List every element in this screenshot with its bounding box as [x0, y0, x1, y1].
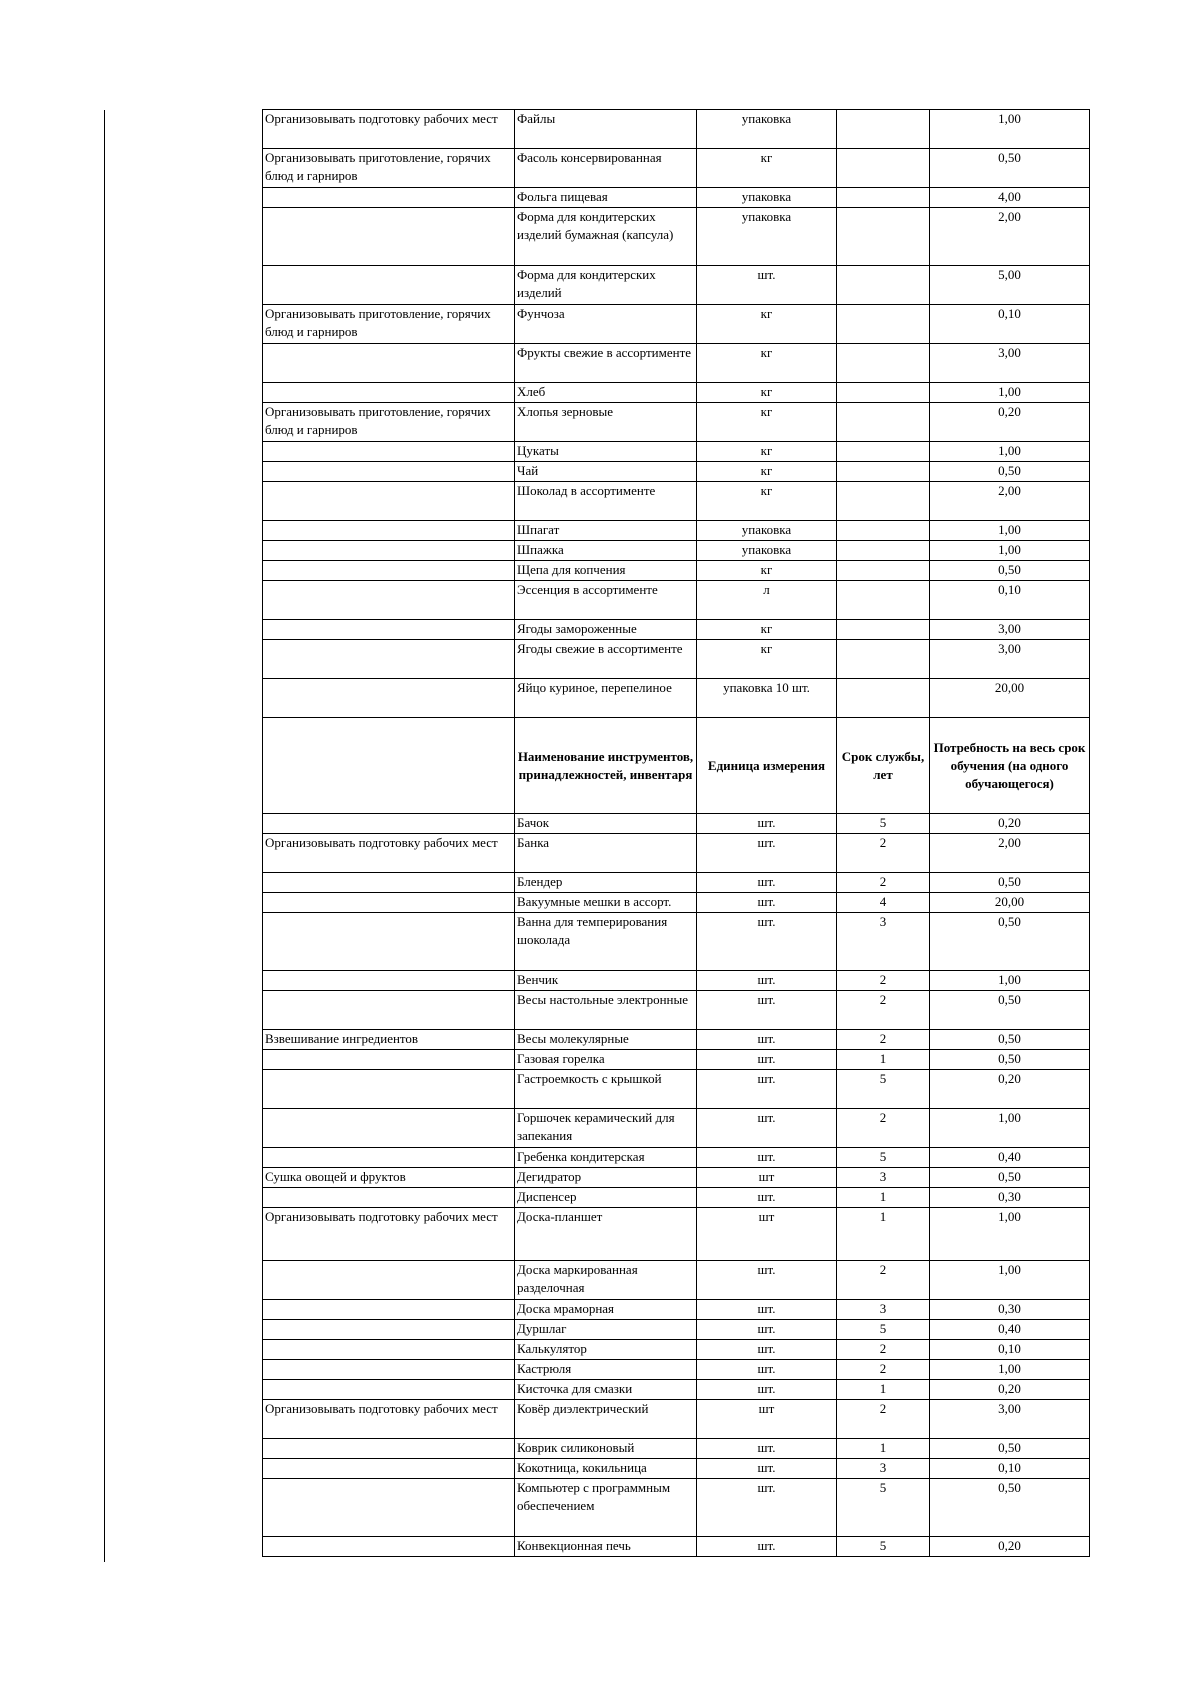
cell-c5: 2,00 — [930, 482, 1090, 521]
cell-c1 — [263, 1340, 515, 1360]
cell-c1 — [263, 873, 515, 893]
header-cell-c: Единица измерения — [697, 718, 837, 814]
cell-c3: шт. — [697, 1050, 837, 1070]
cell-c5: 2,00 — [930, 834, 1090, 873]
cell-c4: 5 — [837, 1537, 930, 1557]
cell-c2: Калькулятор — [515, 1340, 697, 1360]
cell-c3: упаковка 10 шт. — [697, 679, 837, 718]
table-row — [263, 679, 1090, 718]
cell-c3: шт. — [697, 1537, 837, 1557]
cell-c2: Дегидратор — [515, 1168, 697, 1188]
header-cell-empty — [263, 718, 515, 814]
cell-c1 — [263, 208, 515, 266]
cell-c3: шт. — [697, 1340, 837, 1360]
cell-c5: 0,20 — [930, 1070, 1090, 1109]
cell-c2: Хлеб — [515, 383, 697, 403]
table-row — [263, 1261, 1090, 1300]
cell-c2: Венчик — [515, 971, 697, 991]
cell-c1 — [263, 1537, 515, 1557]
cell-c5: 0,10 — [930, 305, 1090, 344]
cell-c1: Организовывать подготовку рабочих мест — [263, 110, 515, 149]
cell-c2: Фольга пищевая — [515, 188, 697, 208]
cell-c1 — [263, 893, 515, 913]
cell-c3: шт. — [697, 1188, 837, 1208]
cell-c4 — [837, 640, 930, 679]
cell-c2: Шоколад в ассортименте — [515, 482, 697, 521]
cell-c4: 2 — [837, 1109, 930, 1148]
table-row — [263, 620, 1090, 640]
table-row — [263, 1479, 1090, 1537]
cell-c2: Банка — [515, 834, 697, 873]
table-row — [263, 1300, 1090, 1320]
cell-c4: 2 — [837, 873, 930, 893]
cell-c3: шт. — [697, 1380, 837, 1400]
cell-c3: шт — [697, 1208, 837, 1261]
cell-c2: Блендер — [515, 873, 697, 893]
cell-c3: кг — [697, 620, 837, 640]
cell-c3: шт — [697, 1168, 837, 1188]
cell-c2: Ковёр диэлектрический — [515, 1400, 697, 1439]
cell-c1 — [263, 640, 515, 679]
cell-c4: 2 — [837, 834, 930, 873]
cell-c1: Сушка овощей и фруктов — [263, 1168, 515, 1188]
cell-c5: 20,00 — [930, 679, 1090, 718]
cell-c3: шт. — [697, 1360, 837, 1380]
cell-c3: упаковка — [697, 521, 837, 541]
table-row — [263, 344, 1090, 383]
cell-c5: 1,00 — [930, 1109, 1090, 1148]
cell-c2: Кокотница, кокильница — [515, 1459, 697, 1479]
table-row — [263, 403, 1090, 442]
table-row — [263, 1070, 1090, 1109]
cell-c3: шт. — [697, 893, 837, 913]
cell-c3: кг — [697, 482, 837, 521]
cell-c1 — [263, 1360, 515, 1380]
cell-c1: Организовывать приготовление, горячих блюд и гарниров — [263, 403, 515, 442]
cell-c1 — [263, 541, 515, 561]
cell-c5: 0,50 — [930, 1168, 1090, 1188]
table-row — [263, 1360, 1090, 1380]
cell-c2: Форма для кондитерских изделий бумажная (капсула) — [515, 208, 697, 266]
cell-c5: 3,00 — [930, 640, 1090, 679]
cell-c5: 1,00 — [930, 1360, 1090, 1380]
table-row — [263, 561, 1090, 581]
cell-c3: кг — [697, 561, 837, 581]
cell-c4: 3 — [837, 1300, 930, 1320]
cell-c1 — [263, 561, 515, 581]
cell-c4: 3 — [837, 913, 930, 971]
table-row — [263, 188, 1090, 208]
table-row — [263, 971, 1090, 991]
cell-c5: 3,00 — [930, 620, 1090, 640]
cell-c3: шт. — [697, 913, 837, 971]
cell-c4: 5 — [837, 1320, 930, 1340]
cell-c4: 5 — [837, 1070, 930, 1109]
cell-c5: 20,00 — [930, 893, 1090, 913]
cell-c4 — [837, 462, 930, 482]
cell-c4: 3 — [837, 1459, 930, 1479]
table-row — [263, 305, 1090, 344]
table-row — [263, 110, 1090, 149]
cell-c5: 0,50 — [930, 1050, 1090, 1070]
cell-c3: шт. — [697, 971, 837, 991]
cell-c2: Ванна для темперирования шоколада — [515, 913, 697, 971]
table-row — [263, 482, 1090, 521]
cell-c3: упаковка — [697, 188, 837, 208]
cell-c2: Весы настольные электронные — [515, 991, 697, 1030]
table-row — [263, 1168, 1090, 1188]
cell-c2: Файлы — [515, 110, 697, 149]
cell-c1 — [263, 266, 515, 305]
cell-c2: Хлопья зерновые — [515, 403, 697, 442]
cell-c1 — [263, 1109, 515, 1148]
cell-c1 — [263, 1188, 515, 1208]
cell-c1 — [263, 991, 515, 1030]
cell-c4 — [837, 305, 930, 344]
cell-c3: кг — [697, 344, 837, 383]
cell-c5: 0,50 — [930, 991, 1090, 1030]
cell-c3: шт. — [697, 991, 837, 1030]
cell-c3: шт. — [697, 1459, 837, 1479]
cell-c3: л — [697, 581, 837, 620]
cell-c2: Кисточка для смазки — [515, 1380, 697, 1400]
cell-c1 — [263, 1380, 515, 1400]
cell-c5: 2,00 — [930, 208, 1090, 266]
cell-c1 — [263, 188, 515, 208]
cell-c4 — [837, 442, 930, 462]
cell-c1 — [263, 1320, 515, 1340]
cell-c1 — [263, 679, 515, 718]
cell-c3: кг — [697, 383, 837, 403]
cell-c4: 5 — [837, 1479, 930, 1537]
header-cell-b: Наименование инструментов, принадлежностей, инвентаря — [515, 718, 697, 814]
cell-c2: Кастрюля — [515, 1360, 697, 1380]
header-cell-d: Срок службы, лет — [837, 718, 930, 814]
cell-c2: Коврик силиконовый — [515, 1439, 697, 1459]
cell-c1: Взвешивание ингредиентов — [263, 1030, 515, 1050]
cell-c2: Фунчоза — [515, 305, 697, 344]
table-row — [263, 581, 1090, 620]
cell-c2: Бачок — [515, 814, 697, 834]
table-row — [263, 893, 1090, 913]
cell-c2: Цукаты — [515, 442, 697, 462]
cell-c4 — [837, 620, 930, 640]
cell-c2: Фрукты свежие в ассортименте — [515, 344, 697, 383]
cell-c2: Весы молекулярные — [515, 1030, 697, 1050]
cell-c5: 1,00 — [930, 1208, 1090, 1261]
cell-c2: Форма для кондитерских изделий — [515, 266, 697, 305]
cell-c3: кг — [697, 442, 837, 462]
cell-c3: шт. — [697, 873, 837, 893]
table-row — [263, 640, 1090, 679]
cell-c5: 4,00 — [930, 188, 1090, 208]
cell-c2: Диспенсер — [515, 1188, 697, 1208]
cell-c5: 0,50 — [930, 913, 1090, 971]
cell-c5: 0,20 — [930, 1537, 1090, 1557]
cell-c3: упаковка — [697, 541, 837, 561]
cell-c3: упаковка — [697, 110, 837, 149]
cell-c5: 1,00 — [930, 110, 1090, 149]
cell-c2: Гребенка кондитерская — [515, 1148, 697, 1168]
equipment-table — [262, 109, 1090, 1557]
table-row — [263, 1340, 1090, 1360]
cell-c1 — [263, 1439, 515, 1459]
cell-c3: шт. — [697, 1320, 837, 1340]
cell-c4 — [837, 383, 930, 403]
cell-c2: Газовая горелка — [515, 1050, 697, 1070]
cell-c2: Эссенция в ассортименте — [515, 581, 697, 620]
table-row — [263, 913, 1090, 971]
cell-c1 — [263, 521, 515, 541]
cell-c5: 0,30 — [930, 1300, 1090, 1320]
cell-c4: 1 — [837, 1050, 930, 1070]
cell-c3: шт. — [697, 1148, 837, 1168]
cell-c1 — [263, 1070, 515, 1109]
cell-c2: Фасоль консервированная — [515, 149, 697, 188]
table-row — [263, 149, 1090, 188]
cell-c4 — [837, 188, 930, 208]
table-row — [263, 208, 1090, 266]
table-row — [263, 1148, 1090, 1168]
cell-c3: шт. — [697, 1030, 837, 1050]
table-header-row — [263, 718, 1090, 814]
cell-c4 — [837, 482, 930, 521]
table-row — [263, 1459, 1090, 1479]
cell-c2: Ягоды замороженные — [515, 620, 697, 640]
cell-c2: Компьютер с программным обеспечением — [515, 1479, 697, 1537]
table-row — [263, 266, 1090, 305]
cell-c2: Шпажка — [515, 541, 697, 561]
cell-c1 — [263, 344, 515, 383]
cell-c5: 0,40 — [930, 1320, 1090, 1340]
cell-c5: 0,50 — [930, 561, 1090, 581]
cell-c4: 4 — [837, 893, 930, 913]
cell-c5: 1,00 — [930, 521, 1090, 541]
cell-c3: шт. — [697, 1479, 837, 1537]
cell-c5: 3,00 — [930, 1400, 1090, 1439]
table-row — [263, 1188, 1090, 1208]
cell-c5: 1,00 — [930, 383, 1090, 403]
cell-c4: 5 — [837, 1148, 930, 1168]
cell-c5: 0,50 — [930, 462, 1090, 482]
cell-c5: 0,50 — [930, 1479, 1090, 1537]
cell-c1: Организовывать подготовку рабочих мест — [263, 834, 515, 873]
cell-c4 — [837, 679, 930, 718]
table-row — [263, 383, 1090, 403]
table-row — [263, 442, 1090, 462]
table-row — [263, 1400, 1090, 1439]
cell-c2: Гастроемкость с крышкой — [515, 1070, 697, 1109]
cell-c5: 0,30 — [930, 1188, 1090, 1208]
cell-c5: 1,00 — [930, 442, 1090, 462]
cell-c2: Вакуумные мешки в ассорт. — [515, 893, 697, 913]
table-row — [263, 1050, 1090, 1070]
cell-c1 — [263, 442, 515, 462]
cell-c4 — [837, 581, 930, 620]
cell-c5: 0,50 — [930, 873, 1090, 893]
table-row — [263, 1109, 1090, 1148]
cell-c3: кг — [697, 149, 837, 188]
cell-c5: 0,50 — [930, 149, 1090, 188]
cell-c5: 0,10 — [930, 581, 1090, 620]
cell-c5: 0,40 — [930, 1148, 1090, 1168]
cell-c4: 2 — [837, 991, 930, 1030]
cell-c5: 1,00 — [930, 971, 1090, 991]
cell-c2: Конвекционная печь — [515, 1537, 697, 1557]
table-row — [263, 1320, 1090, 1340]
cell-c3: шт. — [697, 834, 837, 873]
cell-c2: Шпагат — [515, 521, 697, 541]
cell-c5: 0,20 — [930, 1380, 1090, 1400]
cell-c2: Яйцо куриное, перепелиное — [515, 679, 697, 718]
cell-c2: Дуршлаг — [515, 1320, 697, 1340]
table-row — [263, 1537, 1090, 1557]
table-row — [263, 1030, 1090, 1050]
cell-c5: 0,10 — [930, 1340, 1090, 1360]
cell-c3: шт. — [697, 1070, 837, 1109]
cell-c1 — [263, 1148, 515, 1168]
cell-c5: 0,50 — [930, 1030, 1090, 1050]
cell-c4: 2 — [837, 1030, 930, 1050]
cell-c5: 3,00 — [930, 344, 1090, 383]
cell-c1 — [263, 620, 515, 640]
cell-c4: 1 — [837, 1208, 930, 1261]
cell-c3: шт. — [697, 1300, 837, 1320]
cell-c1 — [263, 383, 515, 403]
cell-c1 — [263, 814, 515, 834]
cell-c3: кг — [697, 640, 837, 679]
header-cell-e: Потребность на весь срок обучения (на одного обучающегося) — [930, 718, 1090, 814]
table-row — [263, 814, 1090, 834]
cell-c5: 1,00 — [930, 1261, 1090, 1300]
cell-c1 — [263, 482, 515, 521]
cell-c3: упаковка — [697, 208, 837, 266]
cell-c2: Доска маркированная разделочная — [515, 1261, 697, 1300]
page-margin-line — [104, 110, 105, 1562]
cell-c4: 2 — [837, 1261, 930, 1300]
cell-c1: Организовывать подготовку рабочих мест — [263, 1208, 515, 1261]
cell-c4 — [837, 149, 930, 188]
cell-c2: Чай — [515, 462, 697, 482]
cell-c3: шт. — [697, 814, 837, 834]
cell-c1: Организовывать приготовление, горячих блюд и гарниров — [263, 149, 515, 188]
cell-c4 — [837, 561, 930, 581]
cell-c1 — [263, 462, 515, 482]
cell-c3: кг — [697, 305, 837, 344]
cell-c4 — [837, 344, 930, 383]
cell-c5: 1,00 — [930, 541, 1090, 561]
cell-c1 — [263, 971, 515, 991]
cell-c4: 2 — [837, 1340, 930, 1360]
cell-c5: 0,50 — [930, 1439, 1090, 1459]
cell-c3: кг — [697, 462, 837, 482]
table-row — [263, 991, 1090, 1030]
cell-c4: 1 — [837, 1439, 930, 1459]
cell-c2: Доска мраморная — [515, 1300, 697, 1320]
cell-c1: Организовывать подготовку рабочих мест — [263, 1400, 515, 1439]
cell-c4 — [837, 266, 930, 305]
cell-c4 — [837, 110, 930, 149]
cell-c4 — [837, 521, 930, 541]
cell-c2: Щепа для копчения — [515, 561, 697, 581]
cell-c2: Доска-планшет — [515, 1208, 697, 1261]
cell-c4: 5 — [837, 814, 930, 834]
cell-c4: 1 — [837, 1188, 930, 1208]
cell-c4: 2 — [837, 1400, 930, 1439]
cell-c3: шт. — [697, 1109, 837, 1148]
cell-c1 — [263, 1300, 515, 1320]
cell-c1 — [263, 1459, 515, 1479]
cell-c3: шт. — [697, 266, 837, 305]
cell-c5: 0,20 — [930, 403, 1090, 442]
cell-c4 — [837, 541, 930, 561]
table-row — [263, 1439, 1090, 1459]
cell-c3: шт. — [697, 1261, 837, 1300]
cell-c5: 0,20 — [930, 814, 1090, 834]
cell-c2: Ягоды свежие в ассортименте — [515, 640, 697, 679]
cell-c4: 3 — [837, 1168, 930, 1188]
table-row — [263, 834, 1090, 873]
cell-c1: Организовывать приготовление, горячих блюд и гарниров — [263, 305, 515, 344]
table-row — [263, 1380, 1090, 1400]
cell-c4: 1 — [837, 1380, 930, 1400]
cell-c1 — [263, 1050, 515, 1070]
cell-c3: шт — [697, 1400, 837, 1439]
cell-c4: 2 — [837, 1360, 930, 1380]
cell-c4: 2 — [837, 971, 930, 991]
cell-c4 — [837, 208, 930, 266]
table-row — [263, 521, 1090, 541]
table-row — [263, 873, 1090, 893]
cell-c1 — [263, 913, 515, 971]
cell-c3: шт. — [697, 1439, 837, 1459]
cell-c1 — [263, 581, 515, 620]
table-row — [263, 541, 1090, 561]
cell-c1 — [263, 1479, 515, 1537]
cell-c3: кг — [697, 403, 837, 442]
cell-c1 — [263, 1261, 515, 1300]
cell-c2: Горшочек керамический для запекания — [515, 1109, 697, 1148]
cell-c5: 0,10 — [930, 1459, 1090, 1479]
cell-c4 — [837, 403, 930, 442]
cell-c5: 5,00 — [930, 266, 1090, 305]
table-row — [263, 462, 1090, 482]
table-row — [263, 1208, 1090, 1261]
